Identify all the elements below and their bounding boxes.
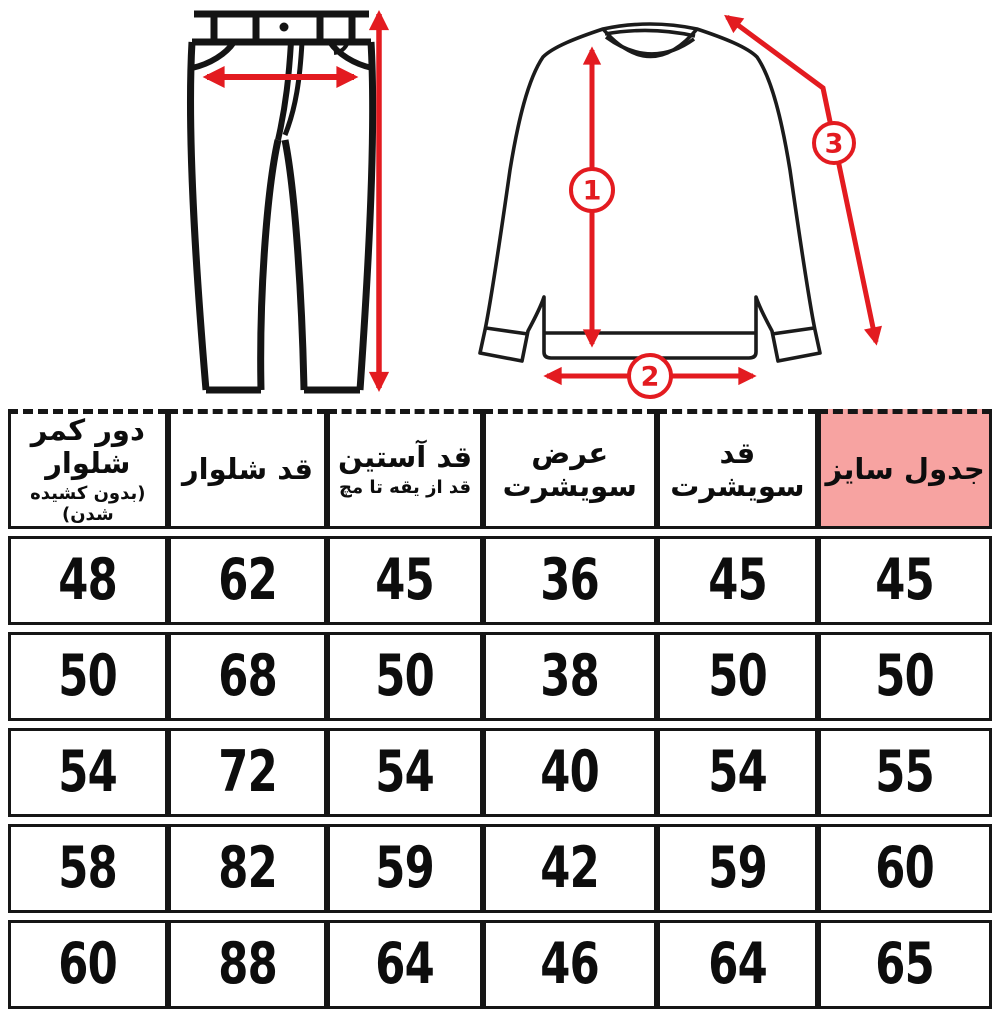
col-header-sweatshirt-width bbox=[483, 409, 657, 529]
table-cell: 62 bbox=[168, 536, 328, 625]
col-header-sweatshirt-length bbox=[657, 409, 819, 529]
table-cell: 59 bbox=[657, 824, 819, 913]
table-cell: 42 bbox=[483, 824, 657, 913]
table-cell: 54 bbox=[327, 728, 483, 817]
size-value-cell: 65 bbox=[818, 920, 992, 1009]
size-value-cell: 60 bbox=[818, 824, 992, 913]
table-row bbox=[8, 920, 992, 1009]
size-table bbox=[8, 402, 992, 1016]
measure-marker-3: 3 bbox=[824, 128, 844, 160]
size-value-cell: 50 bbox=[818, 632, 992, 721]
table-cell: 82 bbox=[168, 824, 328, 913]
table-cell: 59 bbox=[327, 824, 483, 913]
size-value-cell: 55 bbox=[818, 728, 992, 817]
table-cell: 88 bbox=[168, 920, 328, 1009]
col-header-label: جدول سایز bbox=[825, 452, 985, 487]
table-cell: 45 bbox=[327, 536, 483, 625]
pants-button bbox=[280, 23, 289, 32]
table-cell: 48 bbox=[8, 536, 168, 625]
size-value-cell: 45 bbox=[818, 536, 992, 625]
measure-marker-1: 1 bbox=[582, 175, 602, 207]
col-header-pants-waist bbox=[8, 409, 168, 529]
col-header-sublabel: (بدون کشیده شدن) bbox=[30, 482, 146, 526]
size-table-section bbox=[8, 402, 992, 1016]
pants-outline bbox=[190, 12, 372, 390]
sweatshirt-outline bbox=[480, 24, 820, 361]
col-header-label: عرض سویشرت bbox=[502, 435, 637, 503]
table-cell: 50 bbox=[327, 632, 483, 721]
col-header-pants-length bbox=[168, 409, 328, 529]
table-cell: 54 bbox=[8, 728, 168, 817]
sweatshirt-diagram bbox=[440, 0, 900, 400]
table-cell: 36 bbox=[483, 536, 657, 625]
table-row bbox=[8, 632, 992, 721]
col-header-sleeve-length bbox=[327, 409, 483, 529]
measure-marker-2: 2 bbox=[640, 361, 660, 393]
header-row bbox=[8, 409, 992, 529]
table-row bbox=[8, 728, 992, 817]
col-header-label: قد آستین bbox=[338, 440, 473, 475]
col-header-label: قد سویشرت bbox=[670, 435, 805, 503]
table-cell: 45 bbox=[657, 536, 819, 625]
table-row bbox=[8, 536, 992, 625]
table-cell: 58 bbox=[8, 824, 168, 913]
table-cell: 64 bbox=[657, 920, 819, 1009]
table-cell: 50 bbox=[8, 632, 168, 721]
table-cell: 46 bbox=[483, 920, 657, 1009]
table-cell: 54 bbox=[657, 728, 819, 817]
col-header-label: دور کمر شلوار bbox=[30, 413, 145, 481]
table-cell: 60 bbox=[8, 920, 168, 1009]
col-header-sublabel: قد از یقه تا مچ bbox=[339, 476, 472, 498]
col-header-label: قد شلوار bbox=[181, 452, 313, 487]
pants-diagram bbox=[150, 0, 430, 398]
table-cell: 38 bbox=[483, 632, 657, 721]
measurement-illustrations bbox=[0, 0, 1000, 402]
table-cell: 68 bbox=[168, 632, 328, 721]
col-header-size-chart bbox=[818, 409, 992, 529]
table-cell: 50 bbox=[657, 632, 819, 721]
table-cell: 64 bbox=[327, 920, 483, 1009]
table-cell: 40 bbox=[483, 728, 657, 817]
table-cell: 72 bbox=[168, 728, 328, 817]
table-row bbox=[8, 824, 992, 913]
